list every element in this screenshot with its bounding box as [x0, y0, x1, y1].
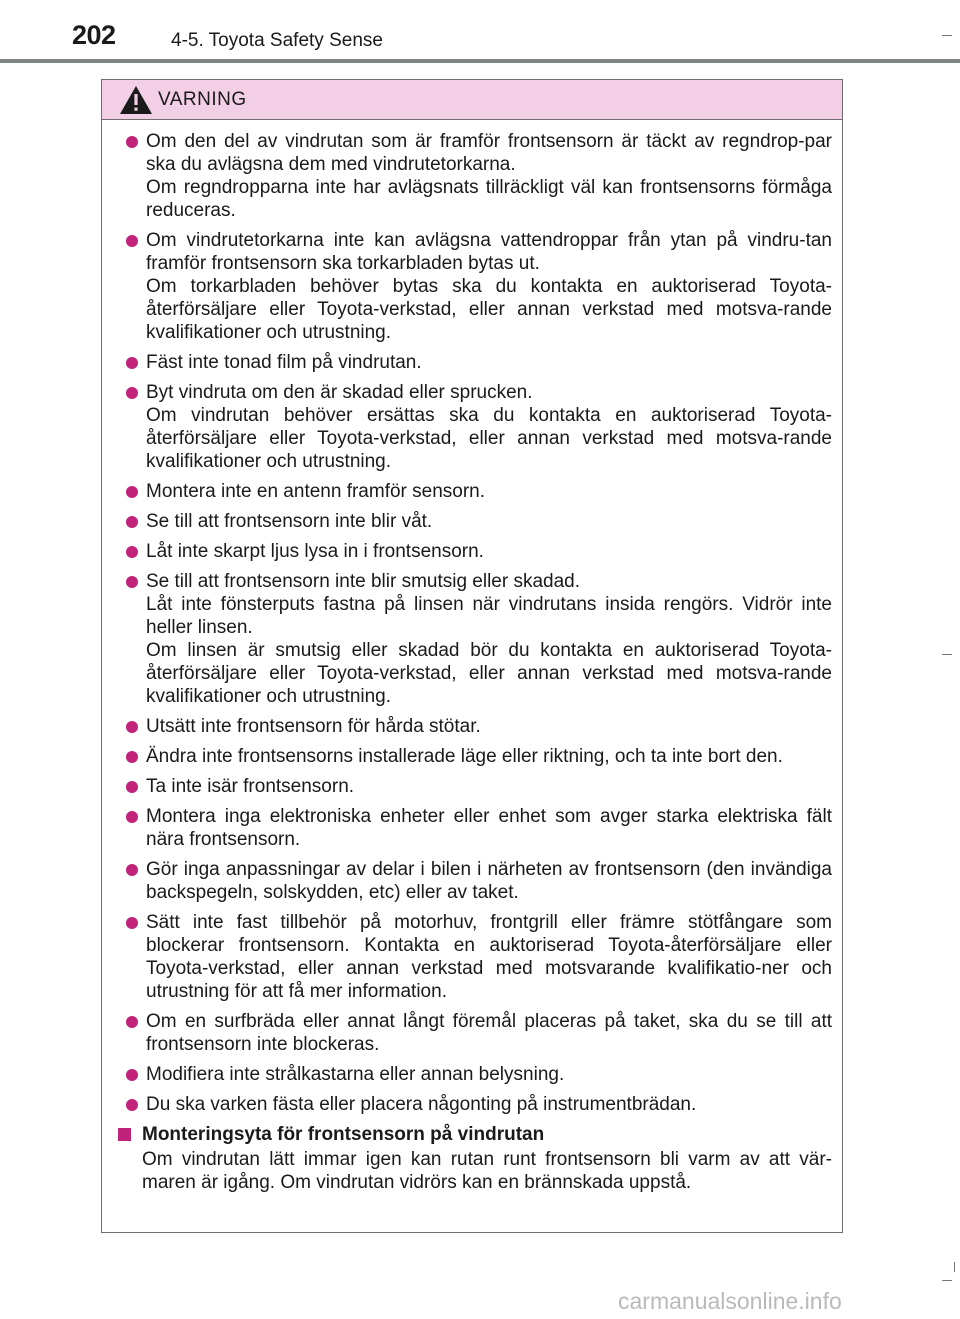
warning-list-paragraph: Montera inte en antenn framför sensorn.: [146, 481, 486, 502]
warning-list-paragraph: Om en surfbräda eller annat långt föremål placeras på taket, ska du se till att frontsensorn inte blockeras.: [146, 1011, 832, 1055]
header-rule: [0, 59, 960, 63]
warning-body: [102, 120, 842, 1194]
subsection-heading-text: Monteringsyta för frontsensorn på vindrutan: [142, 1124, 545, 1145]
warning-header: [102, 80, 842, 120]
section-title: 4-5. Toyota Safety Sense: [171, 30, 383, 51]
warning-list-paragraph: Om torkarbladen behöver bytas ska du kontakta en auktoriserad Toyota-återförsäljare eller Toyota-verkstad, eller annan verkstad med motsva-rande kvalifikationer och utrustning.: [146, 276, 832, 343]
warning-label: VARNING: [158, 89, 247, 110]
bullet-dot-icon: [126, 546, 138, 558]
subsection-heading: [118, 1123, 832, 1146]
warning-list-paragraph: Om vindrutan behöver ersättas ska du kontakta en auktoriserad Toyota-återförsäljare eller Toyota-verkstad, eller annan verkstad med motsva-rande kvalifikationer och utrustning.: [146, 405, 832, 472]
bullet-dot-icon: [126, 864, 138, 876]
warning-list-item: [118, 351, 832, 374]
bullet-dot-icon: [126, 486, 138, 498]
crop-mark: [942, 1280, 952, 1281]
warning-list-paragraph: Ta inte isär frontsensorn.: [146, 776, 355, 797]
warning-list-paragraph: Fäst inte tonad film på vindrutan.: [146, 352, 422, 373]
page-number: 202: [72, 20, 116, 50]
warning-list-paragraph: Montera inga elektroniska enheter eller enhet som avger starka elektriska fält nära frontsensorn.: [146, 806, 832, 850]
warning-list-paragraph: Utsätt inte frontsensorn för hårda stötar.: [146, 716, 481, 737]
warning-box: [101, 79, 843, 1233]
warning-list-paragraph: Om den del av vindrutan som är framför frontsensorn är täckt av regndrop-par ska du avlägsna dem med vindrutetorkarna.: [146, 131, 832, 175]
crop-mark: [954, 1262, 955, 1272]
warning-list-item: [118, 715, 832, 738]
warning-list-item: [118, 570, 832, 708]
bullet-dot-icon: [126, 387, 138, 399]
crop-mark: [942, 654, 952, 655]
warning-list-item: [118, 858, 832, 904]
warning-list-paragraph: Du ska varken fästa eller placera någonting på instrumentbrädan.: [146, 1094, 697, 1115]
warning-list-paragraph: Se till att frontsensorn inte blir smutsig eller skadad.: [146, 571, 581, 592]
warning-list-item: [118, 510, 832, 533]
warning-list-item: [118, 1063, 832, 1086]
warning-list-item: [118, 1093, 832, 1116]
bullet-dot-icon: [126, 1016, 138, 1028]
warning-list-item: [118, 229, 832, 344]
watermark: carmanualsonline.info: [618, 1288, 842, 1314]
bullet-dot-icon: [126, 917, 138, 929]
warning-list-item: [118, 540, 832, 563]
warning-list-paragraph: Byt vindruta om den är skadad eller sprucken.: [146, 382, 533, 403]
warning-list-paragraph: Se till att frontsensorn inte blir våt.: [146, 511, 433, 532]
warning-list-paragraph: Låt inte skarpt ljus lysa in i frontsensorn.: [146, 541, 484, 562]
subsection: [118, 1123, 832, 1194]
bullet-dot-icon: [126, 811, 138, 823]
bullet-dot-icon: [126, 516, 138, 528]
crop-mark: [942, 35, 952, 36]
square-bullet-icon: [118, 1128, 131, 1141]
bullet-dot-icon: [126, 721, 138, 733]
warning-list-paragraph: Låt inte fönsterputs fastna på linsen när vindrutans insida rengörs. Vidrör inte heller linsen.: [146, 594, 832, 638]
warning-list-paragraph: Sätt inte fast tillbehör på motorhuv, frontgrill eller främre stötfångare som blockerar frontsensorn. Kontakta en auktoriserad Toyota-återförsäljare eller Toyota-verkstad, eller annan verkstad med motsvarande kvalifikatio-ner och utrustning för att få mer information.: [146, 912, 832, 1002]
bullet-dot-icon: [126, 576, 138, 588]
bullet-dot-icon: [126, 1069, 138, 1081]
warning-list-paragraph: Modifiera inte strålkastarna eller annan belysning.: [146, 1064, 565, 1085]
bullet-dot-icon: [126, 1099, 138, 1111]
bullet-dot-icon: [126, 751, 138, 763]
warning-list-item: [118, 805, 832, 851]
subsection-paragraph: Om vindrutan lätt immar igen kan rutan runt frontsensorn bli varm av att vär-maren är igång. Om vindrutan vidrörs kan en brännskada uppstå.: [142, 1149, 832, 1193]
bullet-list: [118, 130, 832, 1116]
warning-list-paragraph: Om vindrutetorkarna inte kan avlägsna vattendroppar från ytan på vindru-tan framför frontsensorn ska torkarbladen bytas ut.: [146, 230, 832, 274]
subsection-body: [142, 1148, 832, 1194]
warning-list-item: [118, 775, 832, 798]
warning-list-item: [118, 381, 832, 473]
warning-list-paragraph: Om linsen är smutsig eller skadad bör du kontakta en auktoriserad Toyota-återförsäljare eller Toyota-verkstad, eller annan verkstad med motsva-rande kvalifikationer och utrustning.: [146, 640, 832, 707]
bullet-dot-icon: [126, 357, 138, 369]
warning-list-paragraph: Ändra inte frontsensorns installerade läge eller riktning, och ta inte bort den.: [146, 746, 783, 767]
warning-list-paragraph: Gör inga anpassningar av delar i bilen i närheten av frontsensorn (den invändiga backspegeln, solskydden, etc) eller av taket.: [146, 859, 832, 903]
warning-list-item: [118, 745, 832, 768]
warning-list-item: [118, 480, 832, 503]
warning-list-item: [118, 1010, 832, 1056]
bullet-dot-icon: [126, 235, 138, 247]
warning-list-paragraph: Om regndropparna inte har avlägsnats tillräckligt väl kan frontsensorns förmåga reduceras.: [146, 177, 832, 221]
warning-list-item: [118, 911, 832, 1003]
bullet-dot-icon: [126, 136, 138, 148]
warning-triangle-icon: [119, 85, 153, 115]
warning-list-item: [118, 130, 832, 222]
bullet-dot-icon: [126, 781, 138, 793]
